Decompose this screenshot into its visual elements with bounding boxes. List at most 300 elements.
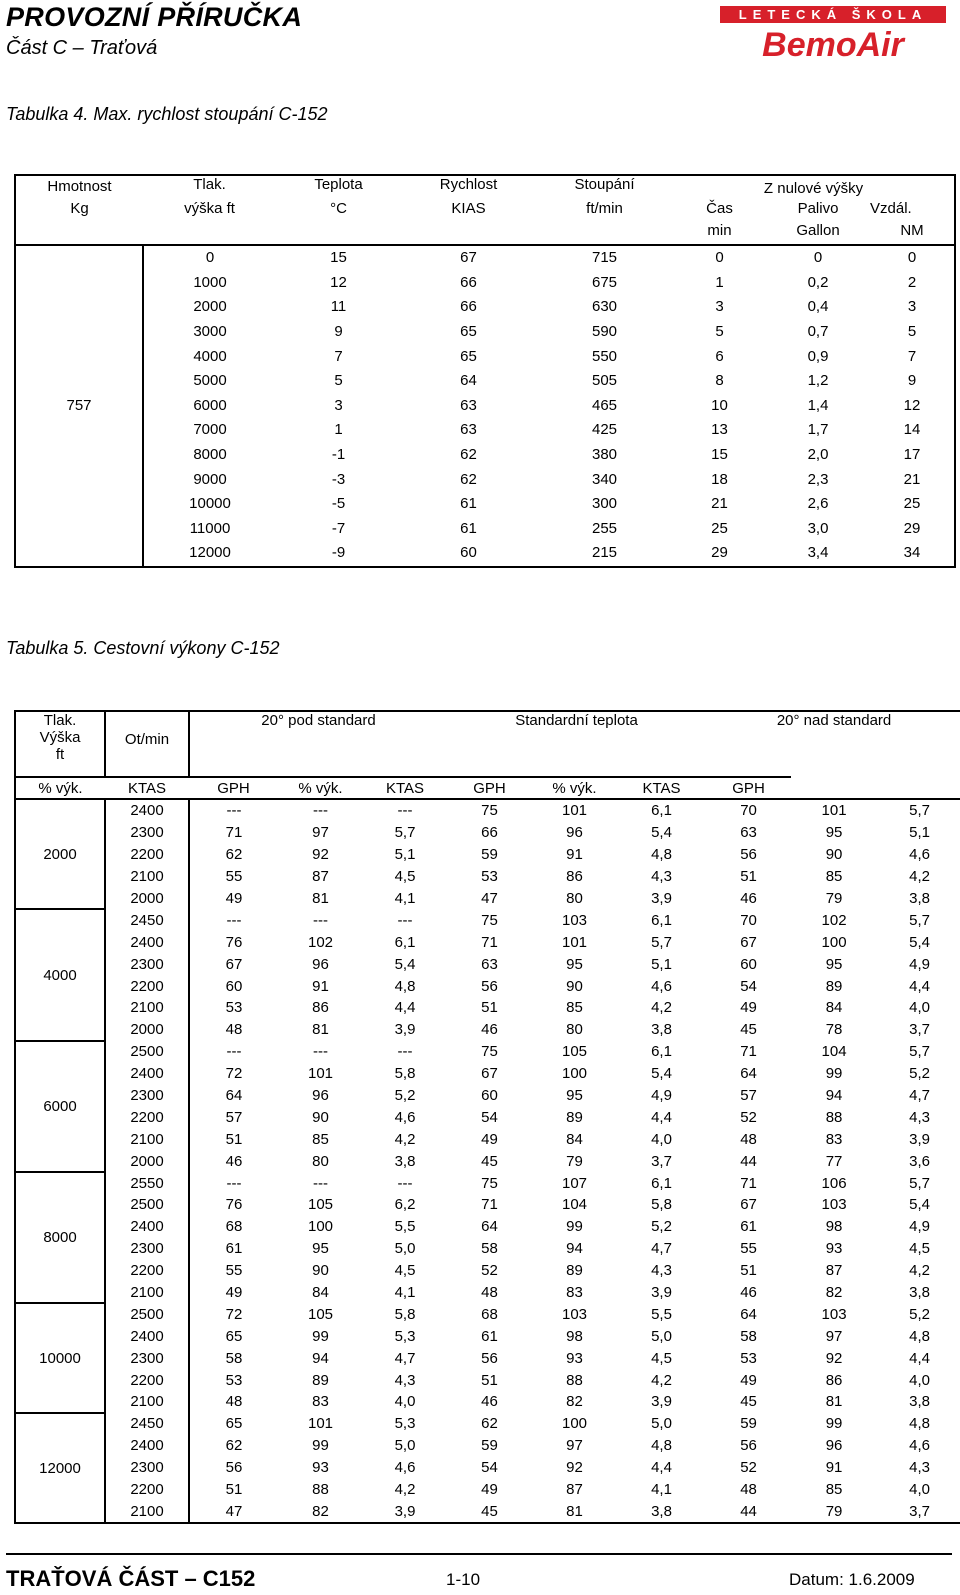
climb-cell: 63 xyxy=(460,421,477,439)
cruise-cell: 100 xyxy=(307,1218,334,1236)
climb-cell: 4000 xyxy=(143,344,276,369)
cruise-cell: 103 xyxy=(562,1305,588,1323)
cruise-row xyxy=(15,997,960,1019)
rpm-cell: 2200 xyxy=(105,1479,189,1501)
cruise-cell: 4,5 xyxy=(394,1262,416,1280)
cruise-cell: 4,0 xyxy=(909,1481,930,1499)
cruise-cell: 3,7 xyxy=(909,1502,930,1520)
cruise-cell: 4,9 xyxy=(651,1087,672,1105)
table5-caption: Tabulka 5. Cestovní výkony C-152 xyxy=(6,638,280,658)
cruise-row xyxy=(15,931,960,953)
climb-cell: 25 xyxy=(711,519,728,537)
cruise-cell: 51 xyxy=(481,1371,498,1389)
cruise-cell: 94 xyxy=(566,1240,583,1258)
climb-cell: 2,0 xyxy=(807,446,829,464)
footer-rule xyxy=(6,1553,952,1555)
hdr-ft-min: ft/min xyxy=(586,200,623,217)
climb-cell: 380 xyxy=(591,446,618,464)
cruise-cell: 53 xyxy=(481,868,498,886)
cruise-cell: 80 xyxy=(312,1152,329,1170)
cruise-cell: 4,8 xyxy=(394,977,416,995)
cruise-cell: 88 xyxy=(312,1481,329,1499)
cruise-cell: 5,0 xyxy=(394,1240,416,1258)
cruise-cell: 59 xyxy=(740,1415,757,1433)
cruise-cell: 4,9 xyxy=(909,955,930,973)
cruise-row xyxy=(15,1435,960,1457)
cruise-cell: 82 xyxy=(566,1393,583,1411)
cruise-cell: 51 xyxy=(225,1481,243,1499)
cruise-cell: 82 xyxy=(825,1284,843,1302)
cruise-cell: 5,2 xyxy=(651,1218,672,1236)
climb-cell: 3,0 xyxy=(807,519,829,537)
subhdr-cell: GPH xyxy=(447,777,532,799)
cruise-cell: 56 xyxy=(225,1459,243,1477)
climb-cell: 425 xyxy=(591,421,618,439)
cruise-cell: 49 xyxy=(740,1371,757,1389)
cruise-cell: 103 xyxy=(821,1305,847,1323)
cruise-cell: 3,8 xyxy=(909,1393,930,1411)
climb-cell: 21 xyxy=(903,470,921,488)
hdr-tlak5: Tlak. xyxy=(43,712,77,729)
cruise-cell: 72 xyxy=(225,1065,243,1083)
footer-date: Datum: 1.6.2009 xyxy=(789,1570,915,1589)
climb-cell: 10000 xyxy=(143,492,276,517)
cruise-cell: 101 xyxy=(562,933,588,951)
cruise-cell: 103 xyxy=(562,911,588,929)
climb-cell: 8 xyxy=(715,372,724,390)
climb-cell: 11 xyxy=(330,298,347,316)
cruise-cell: 4,4 xyxy=(651,1108,672,1126)
cruise-row xyxy=(15,1085,960,1107)
cruise-cell: 3,8 xyxy=(909,890,930,907)
cruise-cell: 92 xyxy=(312,846,329,864)
cruise-cell: 62 xyxy=(225,1437,243,1455)
climb-cell: 7 xyxy=(907,347,917,365)
rpm-cell: 2100 xyxy=(105,997,189,1019)
cruise-cell: 93 xyxy=(825,1240,843,1258)
cruise-cell: 64 xyxy=(225,1087,243,1105)
cruise-cell: 4,6 xyxy=(394,1459,416,1477)
cruise-cell: 5,5 xyxy=(651,1305,672,1323)
cruise-cell: 100 xyxy=(562,1065,588,1083)
cruise-cell: 67 xyxy=(740,933,757,951)
climb-cell: 340 xyxy=(591,470,618,488)
cruise-cell: 3,9 xyxy=(651,890,672,907)
cruise-row xyxy=(15,1303,960,1325)
cruise-cell: 84 xyxy=(825,999,843,1017)
cruise-cell: 45 xyxy=(740,1021,757,1039)
cruise-cell: 104 xyxy=(821,1043,847,1061)
cruise-cell: 83 xyxy=(825,1130,843,1148)
cruise-cell: 99 xyxy=(825,1065,843,1083)
hdr-pod-standard: 20° pod standard xyxy=(261,712,376,729)
cruise-cell: 96 xyxy=(825,1437,843,1455)
cruise-cell: 6,1 xyxy=(651,1174,672,1192)
rpm-cell: 2200 xyxy=(105,1106,189,1128)
cruise-cell: 5,8 xyxy=(651,1196,672,1214)
cruise-cell: 44 xyxy=(740,1152,757,1170)
climb-cell: 5 xyxy=(715,323,724,341)
cruise-cell: 67 xyxy=(225,955,243,973)
climb-cell: 34 xyxy=(903,544,921,562)
climb-cell: 3 xyxy=(715,298,724,316)
cruise-cell: 64 xyxy=(481,1218,498,1236)
cruise-cell: 86 xyxy=(825,1371,843,1389)
climb-cell: 67 xyxy=(401,245,536,271)
cruise-cell: 89 xyxy=(825,977,843,995)
rpm-cell: 2300 xyxy=(105,1347,189,1369)
climb-cell: 9 xyxy=(334,323,343,341)
cruise-cell: 58 xyxy=(225,1349,243,1367)
cruise-cell: 4,7 xyxy=(651,1240,672,1258)
climb-cell: 300 xyxy=(591,495,618,513)
climb-cell: 5000 xyxy=(143,369,276,394)
climb-row xyxy=(15,418,955,443)
cruise-cell: 52 xyxy=(740,1108,757,1126)
cruise-cell: 4,2 xyxy=(394,1481,416,1499)
climb-cell: 5 xyxy=(334,372,343,390)
cruise-cell: 5,7 xyxy=(909,1174,930,1192)
rpm-cell: 2450 xyxy=(105,909,189,931)
cruise-cell: 49 xyxy=(225,1284,243,1302)
cruise-cell: 61 xyxy=(481,1327,498,1345)
cruise-cell: 99 xyxy=(566,1218,583,1236)
cruise-cell: 90 xyxy=(312,1262,329,1280)
cruise-cell: 47 xyxy=(481,890,498,907)
cruise-cell: 102 xyxy=(821,911,847,929)
cruise-cell: 78 xyxy=(825,1021,843,1039)
climb-cell: 1,2 xyxy=(807,372,829,390)
cruise-cell: 49 xyxy=(481,1481,498,1499)
cruise-cell: --- xyxy=(226,911,242,929)
climb-cell: 15 xyxy=(711,446,728,464)
cruise-cell: 71 xyxy=(481,933,498,951)
cruise-cell: 5,4 xyxy=(651,824,672,842)
cruise-cell: 95 xyxy=(825,955,843,973)
rpm-cell: 2100 xyxy=(105,1501,189,1524)
climb-row xyxy=(15,344,955,369)
climb-cell: 2,6 xyxy=(807,495,829,513)
climb-row xyxy=(15,467,955,492)
cruise-cell: 58 xyxy=(481,1240,498,1258)
cruise-cell: 5,2 xyxy=(909,1065,930,1083)
cruise-row xyxy=(15,1369,960,1391)
hdr-tlak: Tlak. xyxy=(193,176,226,193)
cruise-cell: 92 xyxy=(566,1459,583,1477)
cruise-cell: 45 xyxy=(740,1393,757,1411)
cruise-cell: 58 xyxy=(740,1327,757,1345)
subhdr-cell: KTAS xyxy=(363,777,447,799)
cruise-cell: 4,0 xyxy=(394,1393,416,1411)
logo-main-text: BemoAir xyxy=(762,26,904,62)
cruise-cell: 105 xyxy=(562,1043,588,1061)
cruise-cell: 87 xyxy=(312,868,329,886)
cruise-cell: --- xyxy=(397,1174,413,1192)
cruise-cell: 3,8 xyxy=(651,1021,672,1039)
rpm-cell: 2200 xyxy=(105,1260,189,1282)
cruise-cell: 3,7 xyxy=(909,1021,930,1039)
cruise-cell: 65 xyxy=(225,1415,243,1433)
cruise-cell: 53 xyxy=(225,999,243,1017)
cruise-cell: 96 xyxy=(566,824,583,842)
climb-cell: 0 xyxy=(870,245,955,271)
cruise-row xyxy=(15,1128,960,1150)
climb-cell: 65 xyxy=(460,323,477,341)
cruise-cell: 5,1 xyxy=(909,824,930,842)
cruise-row xyxy=(15,822,960,844)
cruise-row xyxy=(15,1106,960,1128)
cruise-cell: 4,6 xyxy=(909,1437,930,1455)
climb-cell: 7000 xyxy=(143,418,276,443)
cruise-row xyxy=(15,1150,960,1172)
cruise-cell: 4,7 xyxy=(909,1087,930,1105)
cruise-cell: 62 xyxy=(225,846,243,864)
altitude-cell: 4000 xyxy=(15,909,105,1040)
cruise-cell: 5,7 xyxy=(394,824,416,842)
cruise-cell: 4,6 xyxy=(651,977,672,995)
cruise-cell: 71 xyxy=(740,1043,757,1061)
cruise-cell: 4,8 xyxy=(909,1327,930,1345)
climb-cell: 550 xyxy=(591,347,618,365)
cruise-cell: 5,0 xyxy=(651,1415,672,1433)
cruise-cell: 4,5 xyxy=(909,1240,930,1258)
cruise-cell: 95 xyxy=(566,1087,583,1105)
cruise-cell: 57 xyxy=(225,1108,243,1126)
cruise-cell: 75 xyxy=(447,799,532,822)
climb-cell: 14 xyxy=(903,421,921,439)
hdr-hmotnost: Hmotnost xyxy=(47,178,112,195)
cruise-cell: 90 xyxy=(825,846,843,864)
cruise-cell: 67 xyxy=(740,1196,757,1214)
hdr-stoupani: Stoupání xyxy=(574,176,635,193)
cruise-cell: 65 xyxy=(225,1327,243,1345)
rpm-cell: 2400 xyxy=(105,1063,189,1085)
rpm-cell: 2300 xyxy=(105,953,189,975)
manual-subtitle: Část C – Traťová xyxy=(6,37,158,59)
cruise-cell: 5,4 xyxy=(909,1196,930,1214)
cruise-cell: 5,3 xyxy=(394,1327,416,1345)
climb-row xyxy=(15,320,955,345)
manual-title: PROVOZNÍ PŘÍRUČKA xyxy=(6,2,303,32)
cruise-cell: 4,0 xyxy=(909,999,930,1017)
cruise-cell: 61 xyxy=(740,1218,757,1236)
cruise-cell: 46 xyxy=(225,1152,243,1170)
cruise-cell: 90 xyxy=(312,1108,329,1126)
climb-cell: -3 xyxy=(331,470,346,488)
cruise-cell: 4,8 xyxy=(651,846,672,864)
climb-cell: 3,4 xyxy=(807,544,829,562)
cruise-cell: 68 xyxy=(225,1218,243,1236)
cruise-cell: 4,3 xyxy=(651,868,672,886)
cruise-cell: 3,6 xyxy=(909,1152,930,1170)
cruise-row xyxy=(15,953,960,975)
climb-cell: 66 xyxy=(460,273,477,291)
cruise-cell: 5,8 xyxy=(394,1305,416,1323)
climb-cell: 63 xyxy=(460,396,477,414)
cruise-cell: 96 xyxy=(312,1087,329,1105)
cruise-cell: 104 xyxy=(562,1196,588,1214)
cruise-cell: 4,3 xyxy=(909,1459,930,1477)
rpm-cell: 2100 xyxy=(105,1128,189,1150)
cruise-cell: 93 xyxy=(312,1459,329,1477)
climb-row xyxy=(15,517,955,542)
cruise-cell: 77 xyxy=(825,1152,843,1170)
cruise-cell: 84 xyxy=(566,1130,583,1148)
climb-row xyxy=(15,369,955,394)
climb-cell: 5 xyxy=(907,323,917,341)
cruise-cell: --- xyxy=(313,1043,328,1061)
rpm-cell: 2000 xyxy=(105,888,189,910)
hdr-rychlost: Rychlost xyxy=(439,176,498,193)
cruise-cell: 3,9 xyxy=(394,1502,416,1520)
hdr-cas: Čas xyxy=(706,200,733,217)
cruise-row xyxy=(15,1347,960,1369)
cruise-cell: 48 xyxy=(225,1021,243,1039)
cruise-cell: 105 xyxy=(307,1196,334,1214)
cruise-cell: 67 xyxy=(481,1065,498,1083)
cruise-cell: 71 xyxy=(225,824,243,842)
climb-cell: 7 xyxy=(334,347,343,365)
cruise-cell: 6,1 xyxy=(394,933,416,951)
climb-cell: 62 xyxy=(460,470,477,488)
cruise-cell: 59 xyxy=(481,1437,498,1455)
cruise-cell: 51 xyxy=(740,868,757,886)
cruise-cell: 5,7 xyxy=(909,1043,930,1061)
cruise-cell: 51 xyxy=(740,1262,757,1280)
climb-cell: 0,9 xyxy=(807,347,829,365)
climb-cell: 12000 xyxy=(143,541,276,567)
cruise-cell: 64 xyxy=(740,1305,757,1323)
rpm-cell: 2200 xyxy=(105,975,189,997)
cruise-cell: 5,2 xyxy=(394,1087,416,1105)
cruise-row xyxy=(15,1501,960,1524)
cruise-cell: 53 xyxy=(740,1349,757,1367)
rpm-cell: 2500 xyxy=(105,1194,189,1216)
cruise-cell: 86 xyxy=(312,999,329,1017)
climb-cell: 590 xyxy=(591,323,618,341)
cruise-cell: --- xyxy=(313,911,328,929)
cruise-cell: 64 xyxy=(740,1065,757,1083)
climb-cell: 61 xyxy=(460,519,477,537)
cruise-cell: 70 xyxy=(706,799,791,822)
cruise-cell: 51 xyxy=(225,1130,243,1148)
climb-cell: 255 xyxy=(591,519,618,537)
cruise-cell: 101 xyxy=(532,799,617,822)
cruise-row xyxy=(15,799,960,822)
climb-cell: 2 xyxy=(907,273,917,291)
cruise-cell: 98 xyxy=(566,1327,583,1345)
cruise-cell: 60 xyxy=(740,955,757,973)
cruise-cell: 105 xyxy=(307,1305,334,1323)
cruise-cell: 48 xyxy=(740,1481,757,1499)
cruise-cell: 91 xyxy=(566,846,583,864)
climb-cell: 465 xyxy=(591,396,618,414)
subhdr-cell: KTAS xyxy=(617,777,706,799)
rpm-cell: 2100 xyxy=(105,1391,189,1413)
weight-cell: 757 xyxy=(15,245,143,567)
climb-cell: -7 xyxy=(331,519,346,537)
cruise-cell: 52 xyxy=(481,1262,498,1280)
rpm-cell: 2300 xyxy=(105,1085,189,1107)
cruise-cell: --- xyxy=(397,1043,413,1061)
climb-cell: 1 xyxy=(334,421,343,439)
cruise-cell: 99 xyxy=(312,1437,329,1455)
cruise-cell: 92 xyxy=(825,1349,843,1367)
cruise-cell: 46 xyxy=(481,1021,498,1039)
cruise-cell: 83 xyxy=(312,1393,329,1411)
cruise-cell: 52 xyxy=(740,1459,757,1477)
cruise-row xyxy=(15,844,960,866)
cruise-row xyxy=(15,1260,960,1282)
cruise-cell: 57 xyxy=(740,1087,757,1105)
climb-cell: 9 xyxy=(907,372,917,390)
cruise-cell: 4,0 xyxy=(651,1130,672,1148)
climb-cell: 0 xyxy=(766,245,870,271)
climb-cell: 0,4 xyxy=(807,298,829,316)
cruise-cell: 95 xyxy=(825,824,843,842)
cruise-row xyxy=(15,1194,960,1216)
cruise-cell: 63 xyxy=(740,824,757,842)
cruise-cell: 4,8 xyxy=(651,1437,672,1455)
cruise-cell: 99 xyxy=(825,1415,843,1433)
rpm-cell: 2400 xyxy=(105,1216,189,1238)
climb-cell: -5 xyxy=(331,495,346,513)
cruise-cell: 3,7 xyxy=(651,1152,672,1170)
hdr-ft5: ft xyxy=(55,746,65,763)
hdr-gallon: Gallon xyxy=(796,222,840,239)
cruise-cell: 3,8 xyxy=(394,1152,416,1170)
subhdr-cell: % výk. xyxy=(15,777,105,799)
cruise-cell: 4,1 xyxy=(394,890,416,907)
cruise-cell: 54 xyxy=(740,977,757,995)
cruise-cell: 75 xyxy=(481,1043,498,1061)
rpm-cell: 2200 xyxy=(105,844,189,866)
climb-cell: 1 xyxy=(715,273,724,291)
rpm-cell: 2400 xyxy=(105,931,189,953)
climb-cell: 12 xyxy=(330,273,347,291)
cruise-row xyxy=(15,1019,960,1041)
cruise-cell: 3,8 xyxy=(909,1284,930,1302)
cruise-cell: 49 xyxy=(481,1130,498,1148)
cruise-cell: 3,9 xyxy=(651,1284,672,1302)
climb-cell: 1,4 xyxy=(807,396,829,414)
cruise-cell: 4,0 xyxy=(909,1371,930,1389)
cruise-cell: 47 xyxy=(225,1502,243,1520)
climb-cell: 1,7 xyxy=(807,421,829,439)
cruise-cell: --- xyxy=(226,1043,242,1061)
hdr-vyska5: Výška xyxy=(39,729,81,746)
cruise-cell: 71 xyxy=(481,1196,498,1214)
rpm-cell: 2500 xyxy=(105,1303,189,1325)
climb-row xyxy=(15,245,955,271)
climb-cell: 10 xyxy=(711,396,728,414)
cruise-cell: 4,4 xyxy=(909,977,930,995)
rpm-cell: 2300 xyxy=(105,822,189,844)
cruise-cell: 48 xyxy=(740,1130,757,1148)
cruise-cell: 75 xyxy=(481,911,498,929)
cruise-cell: 101 xyxy=(307,1415,334,1433)
cruise-row xyxy=(15,1391,960,1413)
cruise-cell: 95 xyxy=(566,955,583,973)
cruise-cell: 88 xyxy=(566,1371,583,1389)
cruise-row xyxy=(15,1413,960,1435)
cruise-row xyxy=(15,909,960,931)
cruise-cell: 79 xyxy=(825,1502,843,1520)
altitude-cell: 2000 xyxy=(15,799,105,909)
rpm-cell: 2200 xyxy=(105,1369,189,1391)
climb-cell: 15 xyxy=(276,245,401,271)
rpm-cell: 2400 xyxy=(105,1325,189,1347)
